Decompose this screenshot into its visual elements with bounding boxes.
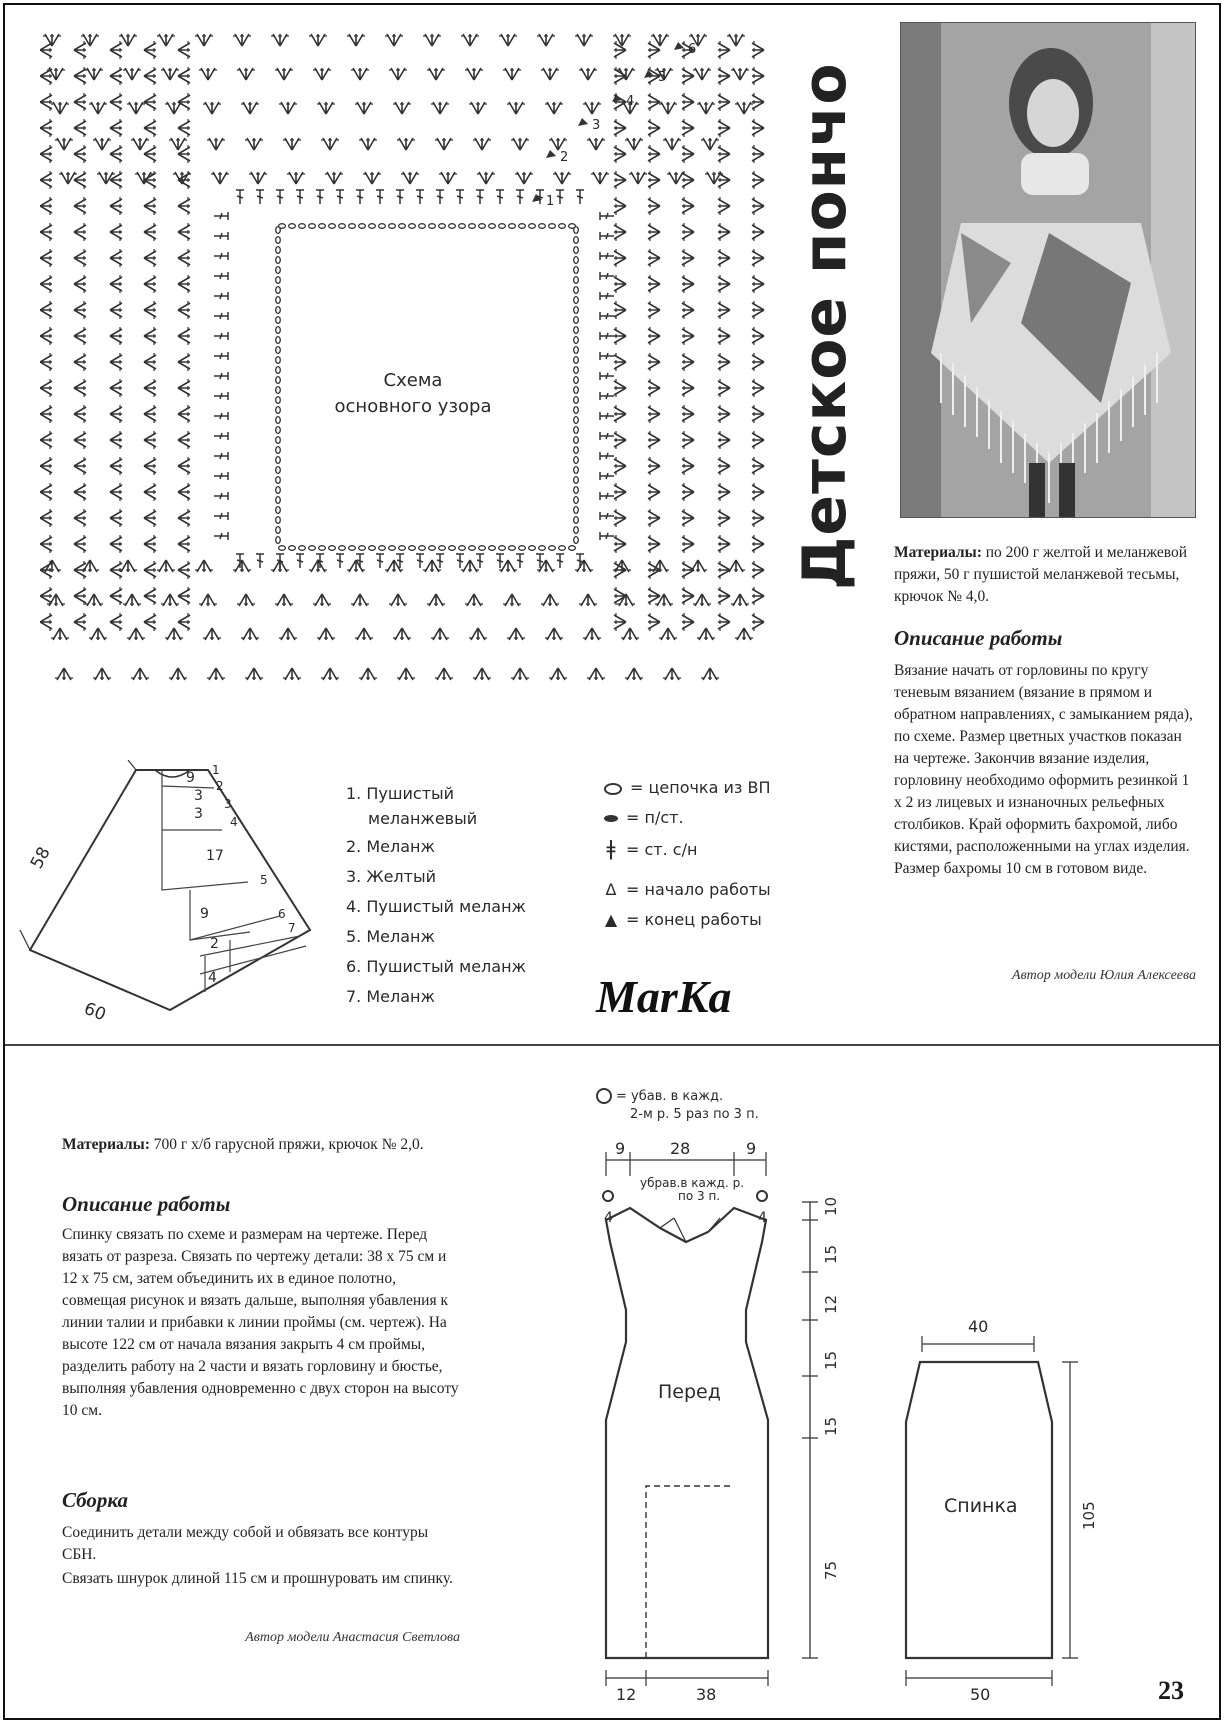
dress-author: Автор модели Анастасия Светлова xyxy=(245,1630,460,1645)
chart-caption-line-2: основного узора xyxy=(334,396,492,417)
front-height-3: 12 xyxy=(822,1294,840,1314)
front-side-4-right: 4 xyxy=(758,1210,767,1226)
schematic-edge-1: 1 xyxy=(212,763,220,777)
front-top-dim-1: 9 xyxy=(615,1139,626,1158)
poncho-title: Детское пончо xyxy=(790,62,860,590)
end-icon: ▲ xyxy=(604,910,618,929)
color-legend-1: 1. Пушистый xyxy=(346,784,455,803)
color-legend-1b: меланжевый xyxy=(368,809,478,828)
assembly-text-2: Связать шнурок длиной 115 см и прошнуровать им спинку. xyxy=(62,1570,453,1587)
back-bottom-dim: 50 xyxy=(970,1685,991,1704)
schematic-edge-4: 4 xyxy=(230,815,238,829)
back-label: Спинка xyxy=(944,1495,1018,1517)
dress-materials-text: 700 г х/б гарусной пряжи, крючок № 2,0. xyxy=(153,1136,424,1153)
chart-caption-line-1: Схема xyxy=(383,370,443,391)
crochet-chart xyxy=(40,20,780,750)
section-divider xyxy=(5,1044,1220,1046)
front-label: Перед xyxy=(658,1381,721,1403)
front-height-1: 10 xyxy=(822,1196,840,1216)
schematic-edge-6: 6 xyxy=(278,907,286,921)
schematic-edge-5: 5 xyxy=(260,873,268,887)
color-legend-7: 7. Меланж xyxy=(346,987,435,1006)
poncho-materials xyxy=(894,542,1194,608)
round-marker-2: 2 xyxy=(560,150,569,165)
schematic-section-2: 3 xyxy=(194,788,203,804)
back-height-dim: 105 xyxy=(1080,1501,1098,1530)
page-number: 23 xyxy=(1158,1676,1184,1705)
schematic-section-7: 4 xyxy=(208,970,217,986)
assembly-text-1: Соединить детали между собой и обвязать все контуры СБН. xyxy=(62,1524,429,1563)
front-height-5: 15 xyxy=(822,1416,840,1436)
color-legend-5: 5. Меланж xyxy=(346,927,435,946)
signature: MarKa xyxy=(596,971,732,1022)
symbol-row-slip: = п/ст. xyxy=(604,808,684,827)
round-marker-5: 5 xyxy=(658,70,667,85)
round-marker-3: 3 xyxy=(592,118,601,133)
color-legend xyxy=(346,782,526,1012)
decrease-note-2: 2-м р. 5 раз по 3 п. xyxy=(630,1107,759,1122)
dress-description-heading: Описание работы xyxy=(62,1192,231,1216)
decrease-note-1: = убав. в кажд. xyxy=(616,1089,724,1104)
neck-note-2: по 3 п. xyxy=(678,1189,721,1203)
back-top-dim: 40 xyxy=(968,1317,989,1336)
symbol-row-dc: ǂ = ст. с/н xyxy=(604,836,697,860)
front-top-dim-3: 9 xyxy=(746,1139,757,1158)
schematic-section-1: 9 xyxy=(186,770,195,786)
round-marker-1: 1 xyxy=(546,194,555,209)
start-icon: Δ xyxy=(605,880,617,899)
schematic-section-6: 2 xyxy=(210,936,219,952)
poncho-photo xyxy=(900,22,1196,518)
schematic-edge-3: 3 xyxy=(224,797,232,811)
front-height-4: 15 xyxy=(822,1350,840,1370)
double-crochet-icon: ǂ xyxy=(606,836,616,860)
front-bottom-dim-1: 12 xyxy=(616,1685,637,1704)
schematic-edge-2: 2 xyxy=(216,779,224,793)
color-legend-4: 4. Пушистый меланж xyxy=(346,897,526,916)
schematic-dim-side: 58 xyxy=(26,843,55,873)
symbol-row-end: ▲ = конец работы xyxy=(604,910,762,929)
front-side-4-left: 4 xyxy=(604,1210,613,1226)
color-legend-3: 3. Желтый xyxy=(346,867,437,886)
symbol-row-chain: = цепочка из ВП xyxy=(604,778,770,797)
poncho-materials-label: Материалы: xyxy=(894,544,982,561)
dress-materials-label: Материалы: xyxy=(62,1136,150,1153)
neck-note-1: убрав.в кажд. р. xyxy=(640,1176,745,1190)
poncho-materials-text: по 200 г желтой и меланжевой пряжи, 50 г пушистой меланжевой тесьмы, крючок № 4,0. xyxy=(894,544,1188,605)
color-legend-2: 2. Меланж xyxy=(346,837,435,856)
front-top-dim-2: 28 xyxy=(670,1139,691,1158)
symbol-row-start: Δ = начало работы xyxy=(605,880,771,899)
front-bottom-dim-2: 38 xyxy=(696,1685,717,1704)
chain-icon xyxy=(604,783,622,795)
assembly-heading: Сборка xyxy=(62,1488,128,1512)
schematic-section-4: 17 xyxy=(206,848,224,864)
schematic-section-3: 3 xyxy=(194,806,203,822)
round-marker-4: 4 xyxy=(626,94,635,109)
schematic-edge-7: 7 xyxy=(288,921,296,935)
poncho-author: Автор модели Юлия Алексеева xyxy=(1012,968,1196,983)
slip-stitch-icon xyxy=(604,815,618,822)
poncho-schematic xyxy=(10,760,330,1020)
color-legend-6: 6. Пушистый меланж xyxy=(346,957,526,976)
dress-description-text: Спинку связать по схеме и размерам на чертеже. Перед вязать от разреза. Связать по чертежу детали: 38 х 75 см и 12 х 75 см, затем объединить их в единое полотно, совмещая рисунок и вязать дальше, выполняя убавления к линии талии и прибавки к линии проймы (см. чертеж). На высоте 122 см от начала вязания закрыть 4 см проймы, разделить работу на 2 части и вязать горловину и бюстье, выполняя убавления одновременно с двух сторон на высоту 10 см. xyxy=(62,1226,459,1419)
schematic-section-5: 9 xyxy=(200,906,209,922)
dress-materials xyxy=(62,1134,462,1156)
poncho-description-heading: Описание работы xyxy=(894,626,1063,650)
schematic-dim-bottom: 60 xyxy=(81,998,109,1026)
round-marker-6: 6 xyxy=(688,42,697,57)
front-height-6: 75 xyxy=(822,1560,840,1580)
dress-schematic xyxy=(570,1080,1100,1720)
poncho-description-text: Вязание начать от горловины по кругу теневым вязанием (вязание в прямом и обратном направлениях, с замыканием ряда), по схеме. Размер цветных участков показан на чертеже. Закончив вязание изделия, горловину необходимо оформить резинкой 1 х 2 из лицевых и изнаночных рельефных столбиков. Край оформить бахромой, либо кистями, расположенными на углах изделия. Размер бахромы 10 см в готовом виде. xyxy=(894,662,1193,877)
front-height-2: 15 xyxy=(822,1244,840,1264)
